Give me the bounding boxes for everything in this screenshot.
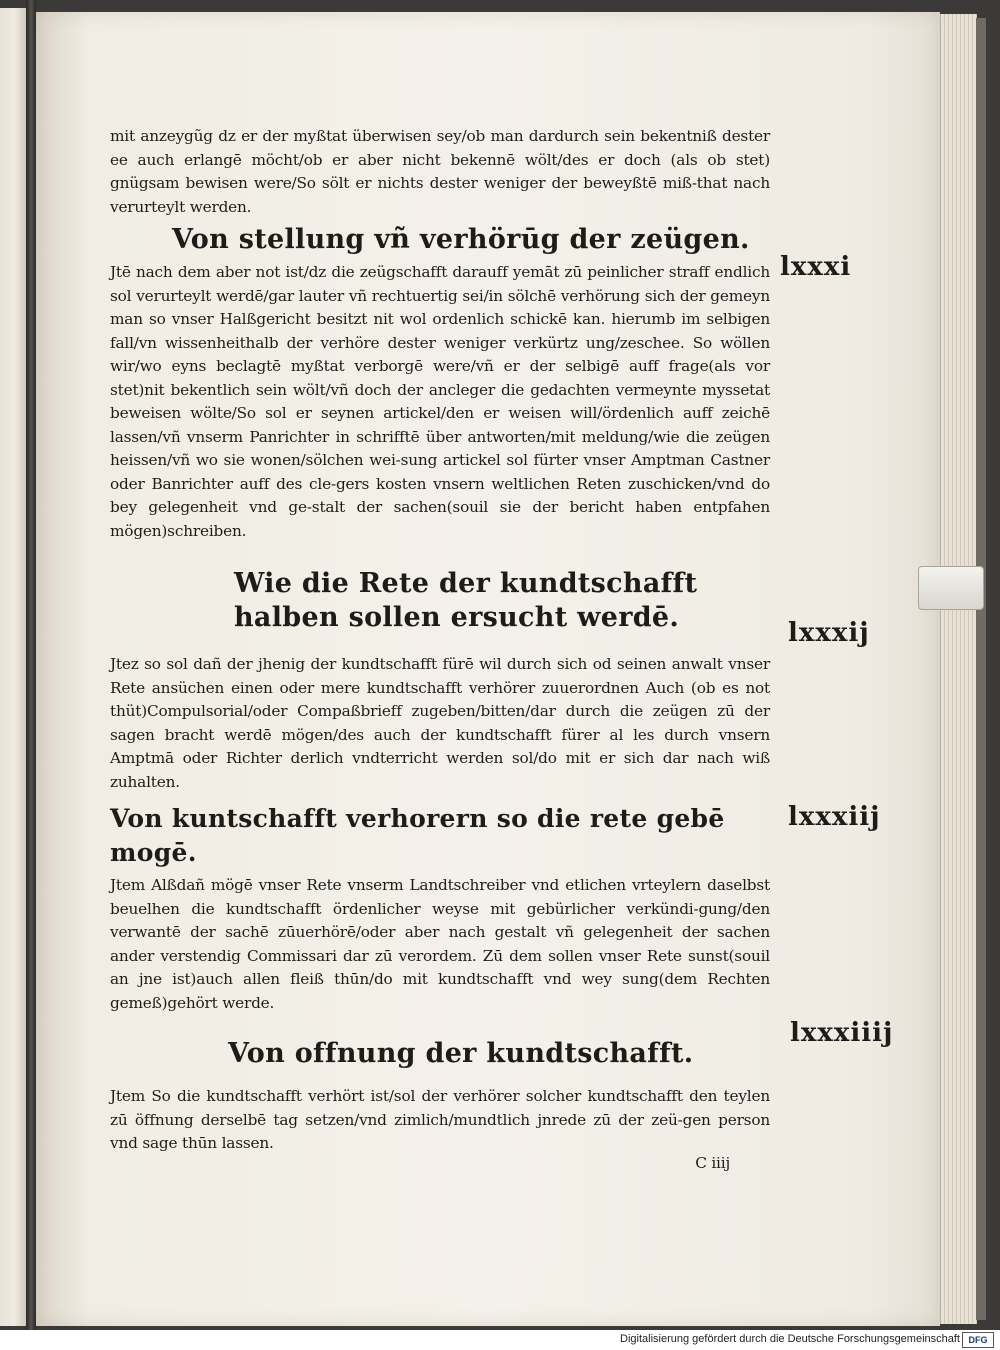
heading-council-b: halben sollen ersucht werdē. bbox=[234, 602, 680, 633]
heading-witnesses: Von stellung vñ verhörūg der zeügen. bbox=[172, 224, 750, 255]
heading-opening: Von offnung der kundtschafft. bbox=[228, 1038, 694, 1069]
paragraph-5: Jtem So die kundtschafft verhört ist/sol der verhörer solcher kundtschafft den teylen zū öffnung derselbē tag setzen/vnd zimlich/mundtlich jnrede zū der zeü-gen person vnd sage thūn lassen. bbox=[110, 1087, 770, 1152]
paragraph-1: mit anzeygũg dz er der myßtat überwisen sey/ob man dardurch sein bekentniß dester ee auch erlangē möcht/ob er aber nicht bekennē wölt/des er doch (als ob stet) gnügsam bewisen were/So sölt er nichts dester weniger der beweyßtē miß-that nach verurteylt werden. bbox=[110, 127, 770, 216]
book-cover-edge bbox=[976, 18, 986, 1320]
bookmark-tab bbox=[918, 566, 984, 610]
main-text bbox=[110, 125, 770, 1175]
paragraph-4: Jtem Alßdañ mögē vnser Rete vnserm Landtschreiber vnd etlichen vrteylern daselbst beuelhen die kundtschafft ördenlicher weyse mit gebürlicher verkündi-gung/den verwantē der sachē zūuerhörē/oder aber nach gestalt vñ gelegenheit der sachen ander verstendig Commissari dar zū verordem. Zū dem sollen vnser Rete sunst(souil an jne ist)auch allen fleiß thūn/do mit kundtschafft vnd wey sung(dem Rechten gemeß)gehört werde. bbox=[110, 876, 770, 1012]
margin-number-82: lxxxij bbox=[788, 618, 870, 648]
heading-hearers: Von kuntschafft verhorern so die rete gebē mogē. bbox=[110, 804, 725, 867]
footer-credit: Digitalisierung gefördert durch die Deutsche Forschungsgemeinschaft bbox=[620, 1333, 960, 1345]
book-spine bbox=[26, 0, 36, 1330]
margin-number-83: lxxxiij bbox=[788, 802, 881, 832]
page-stack-edge bbox=[940, 14, 977, 1324]
footer-bar bbox=[0, 1330, 1000, 1350]
left-page-edge bbox=[0, 8, 27, 1326]
margin-number-81: lxxxi bbox=[780, 252, 852, 282]
margin-number-84: lxxxiiij bbox=[790, 1018, 894, 1048]
paragraph-3: Jtez so sol dañ der jhenig der kundtschafft fürē wil durch sich od seinen anwalt vnser Rete ansüchen einen oder mere kundtschafft verhörer zuuerordnen Auch (ob es not thüt)Compulsorial/oder Compaßbrieff zugeben/bitten/dar durch die zeügen zū der sagen bracht werdē mögen/des auch der kundtschafft fürer al les durch vnsern Amptmā oder Richter derlich vndterricht werden sol/do mit er sich dar nach wiß zuhalten. bbox=[110, 655, 770, 791]
heading-council-a: Wie die Rete der kundtschafft bbox=[234, 568, 698, 599]
signature-mark: C iiij bbox=[695, 1153, 730, 1172]
dfg-logo: DFG bbox=[962, 1332, 994, 1348]
paragraph-2: Jtē nach dem aber not ist/dz die zeügschafft darauff yemāt zū peinlicher straff endlich sol verurteylt werdē/gar lauter vñ rechtuertig sei/in sölchē verhörung sich der gemeyn man so vnser Halßgericht besitzt nit wol ordenlich schickē kan. hierumb im selbigen fall/vn wissenheithalb der verhöre dester weniger verkürtz ung/zeschee. So wöllen wir/wo eyns beclagtē myßtat verborgē were/vñ er der selbigē auff frage(als vor stet)nit bekentlich sein wölt/vñ doch der ancleger die gedachten vermeynte myssetat beweisen wölte/So sol er seynen artickel/den er weisen will/ördenlich auff zeichē lassen/vñ vnserm Panrichter in schrifftē über antworten/mit meldung/wie die zeügen heissen/vñ wo sie wonen/sölchen wei-sung artickel sol fürter vnser Amptman Castner oder Banrichter auff des cle-gers kosten vnsern weltlichen Reten zuschicken/vnd do bey gelegenheit vnd ge-stalt der sachen(souil sie der bericht haben entpfahen mögen)schreiben. bbox=[110, 263, 770, 540]
